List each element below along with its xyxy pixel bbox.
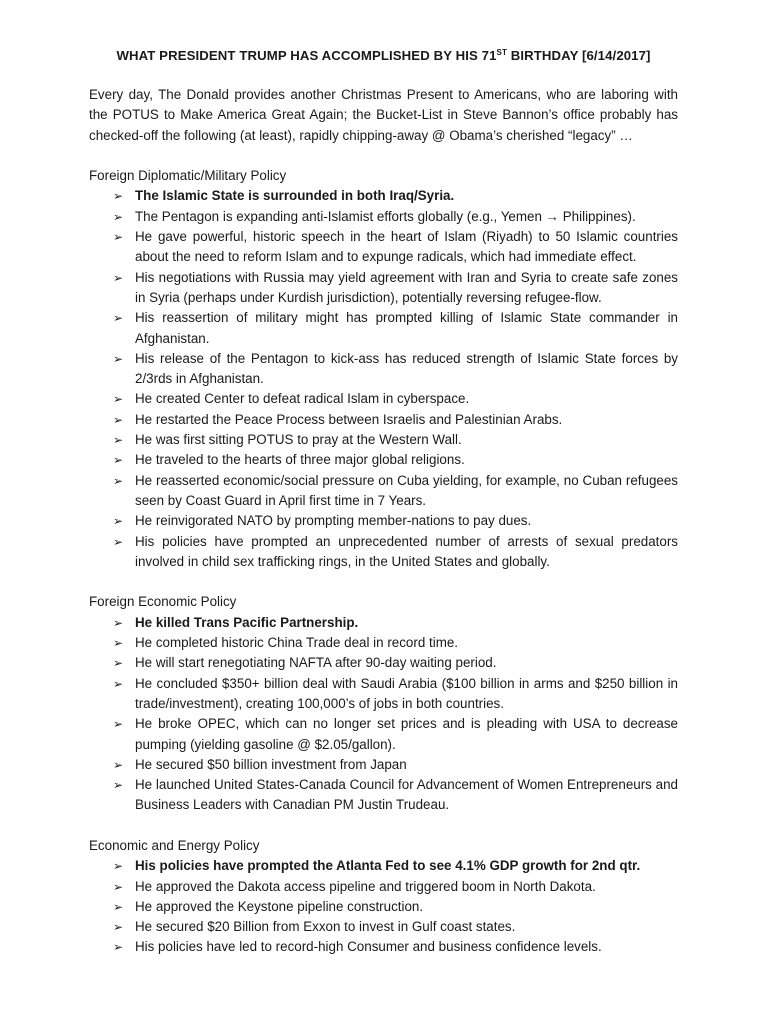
arrow-bullet-icon: ➢ bbox=[113, 453, 124, 468]
arrow-bullet-icon: ➢ bbox=[113, 230, 124, 245]
list-item bbox=[89, 268, 678, 309]
list-item bbox=[89, 613, 678, 633]
list-item bbox=[89, 633, 678, 653]
list-item bbox=[89, 186, 678, 206]
list-item bbox=[89, 308, 678, 349]
list-item-text: The Pentagon is expanding anti-Islamist efforts globally (e.g., Yemen → Philippines). bbox=[135, 208, 636, 224]
list-item-text: He gave powerful, historic speech in the heart of Islam (Riyadh) to 50 Islamic countries about the need to reform Islam and to expunge radicals, which had immediate effect. bbox=[135, 229, 678, 265]
arrow-bullet-icon: ➢ bbox=[113, 778, 124, 793]
list-item-text: His policies have led to record-high Consumer and business confidence levels. bbox=[135, 939, 602, 955]
arrow-bullet-icon: ➢ bbox=[113, 879, 124, 894]
list-item-text: He launched United States-Canada Council for Advancement of Women Entrepreneurs and Business Leaders with Canadian PM Justin Trudeau. bbox=[135, 777, 678, 813]
arrow-bullet-icon: ➢ bbox=[113, 433, 124, 448]
list-item bbox=[89, 877, 678, 897]
list-item-text: He approved the Keystone pipeline construction. bbox=[135, 898, 424, 914]
list-item-text: He secured $50 billion investment from Japan bbox=[135, 756, 407, 772]
list-item bbox=[89, 917, 678, 937]
arrow-bullet-icon: ➢ bbox=[113, 351, 124, 366]
list-item-text: The Islamic State is surrounded in both Iraq/Syria. bbox=[135, 188, 455, 204]
list-item bbox=[89, 714, 678, 755]
list-item bbox=[89, 511, 678, 531]
list-item-text: His policies have prompted the Atlanta Fed to see 4.1% GDP growth for 2nd qtr. bbox=[135, 858, 641, 874]
list-item bbox=[89, 856, 678, 876]
list-item bbox=[89, 755, 678, 775]
list-item-text: He secured $20 Billion from Exxon to invest in Gulf coast states. bbox=[135, 919, 516, 935]
list-item bbox=[89, 389, 678, 409]
arrow-bullet-icon: ➢ bbox=[113, 656, 124, 671]
section-heading: Foreign Diplomatic/Military Policy bbox=[89, 168, 287, 184]
arrow-bullet-icon: ➢ bbox=[113, 940, 124, 955]
arrow-bullet-icon: ➢ bbox=[113, 920, 124, 935]
list-item bbox=[89, 450, 678, 470]
list-item-text: His reassertion of military might has prompted killing of Islamic State commander in Afghanistan. bbox=[135, 310, 678, 346]
arrow-bullet-icon: ➢ bbox=[113, 514, 124, 529]
intro-paragraph: Every day, The Donald provides another Christmas Present to Americans, who are laboring with the POTUS to Make America Great Again; the Bucket-List in Steve Bannon’s office probably has checked-off the following (at least), rapidly chipping-away @ Obama’s cherished “legacy” … bbox=[89, 87, 678, 143]
bullet-list bbox=[89, 613, 678, 816]
arrow-bullet-icon: ➢ bbox=[113, 859, 124, 874]
list-item-text: His negotiations with Russia may yield agreement with Iran and Syria to create safe zones in Syria (perhaps under Kurdish jurisdiction), potentially reversing refugee-flow. bbox=[135, 269, 678, 305]
list-item bbox=[89, 207, 678, 227]
arrow-bullet-icon: ➢ bbox=[113, 899, 124, 914]
list-item bbox=[89, 410, 678, 430]
list-item bbox=[89, 937, 678, 957]
list-item-text: He approved the Dakota access pipeline and triggered boom in North Dakota. bbox=[135, 878, 596, 894]
arrow-bullet-icon: ➢ bbox=[113, 676, 124, 691]
title-tail: BIRTHDAY [6/14/2017] bbox=[506, 48, 651, 63]
list-item-text: His policies have prompted an unprecedented number of arrests of sexual predators involved in child sex trafficking rings, in the United States and globally. bbox=[135, 533, 678, 569]
arrow-bullet-icon: ➢ bbox=[113, 757, 124, 772]
list-item-text: He will start renegotiating NAFTA after 90-day waiting period. bbox=[135, 655, 497, 671]
bullet-list bbox=[89, 856, 678, 957]
section-foreign-diplomatic-military bbox=[89, 166, 678, 572]
arrow-bullet-icon: ➢ bbox=[113, 189, 124, 204]
title-superscript: ST bbox=[496, 48, 507, 57]
list-item bbox=[89, 471, 678, 512]
list-item bbox=[89, 674, 678, 715]
list-item-text: He concluded $350+ billion deal with Saudi Arabia ($100 billion in arms and $250 billion in trade/investment), creating 100,000’s of jobs in both countries. bbox=[135, 675, 678, 711]
arrow-bullet-icon: ➢ bbox=[113, 311, 124, 326]
arrow-bullet-icon: ➢ bbox=[113, 636, 124, 651]
list-item-text: He was first sitting POTUS to pray at the Western Wall. bbox=[135, 432, 462, 448]
document-title bbox=[89, 47, 678, 65]
list-item bbox=[89, 653, 678, 673]
list-item bbox=[89, 349, 678, 390]
list-item-text: He reasserted economic/social pressure on Cuba yielding, for example, no Cuban refugees seen by Coast Guard in April first time in 7 Years. bbox=[135, 472, 678, 508]
arrow-bullet-icon: ➢ bbox=[113, 209, 124, 224]
section-heading: Foreign Economic Policy bbox=[89, 594, 237, 610]
list-item-text: He created Center to defeat radical Islam in cyberspace. bbox=[135, 391, 470, 407]
list-item bbox=[89, 227, 678, 268]
section-foreign-economic bbox=[89, 592, 678, 815]
list-item bbox=[89, 897, 678, 917]
list-item-text: He traveled to the hearts of three major global religions. bbox=[135, 452, 465, 468]
arrow-bullet-icon: ➢ bbox=[113, 534, 124, 549]
list-item bbox=[89, 775, 678, 816]
list-item bbox=[89, 430, 678, 450]
list-item bbox=[89, 532, 678, 573]
arrow-bullet-icon: ➢ bbox=[113, 412, 124, 427]
arrow-bullet-icon: ➢ bbox=[113, 717, 124, 732]
title-main: WHAT PRESIDENT TRUMP HAS ACCOMPLISHED BY HIS 71 bbox=[116, 48, 497, 63]
arrow-bullet-icon: ➢ bbox=[113, 615, 124, 630]
section-heading: Economic and Energy Policy bbox=[89, 837, 260, 853]
arrow-bullet-icon: ➢ bbox=[113, 392, 124, 407]
arrow-bullet-icon: ➢ bbox=[113, 473, 124, 488]
list-item-text: He reinvigorated NATO by prompting member-nations to pay dues. bbox=[135, 513, 532, 529]
section-economic-energy bbox=[89, 836, 678, 958]
arrow-bullet-icon: ➢ bbox=[113, 270, 124, 285]
list-item-text: His release of the Pentagon to kick-ass has reduced strength of Islamic State forces by 2/3rds in Afghanistan. bbox=[135, 350, 678, 387]
list-item-text: He completed historic China Trade deal in record time. bbox=[135, 635, 459, 651]
list-item-text: He broke OPEC, which can no longer set prices and is pleading with USA to decrease pumping (yielding gasoline @ $2.05/gallon). bbox=[135, 716, 678, 752]
list-item-text: He killed Trans Pacific Partnership. bbox=[135, 614, 359, 630]
list-item-text: He restarted the Peace Process between Israelis and Palestinian Arabs. bbox=[135, 411, 563, 427]
bullet-list bbox=[89, 186, 678, 572]
